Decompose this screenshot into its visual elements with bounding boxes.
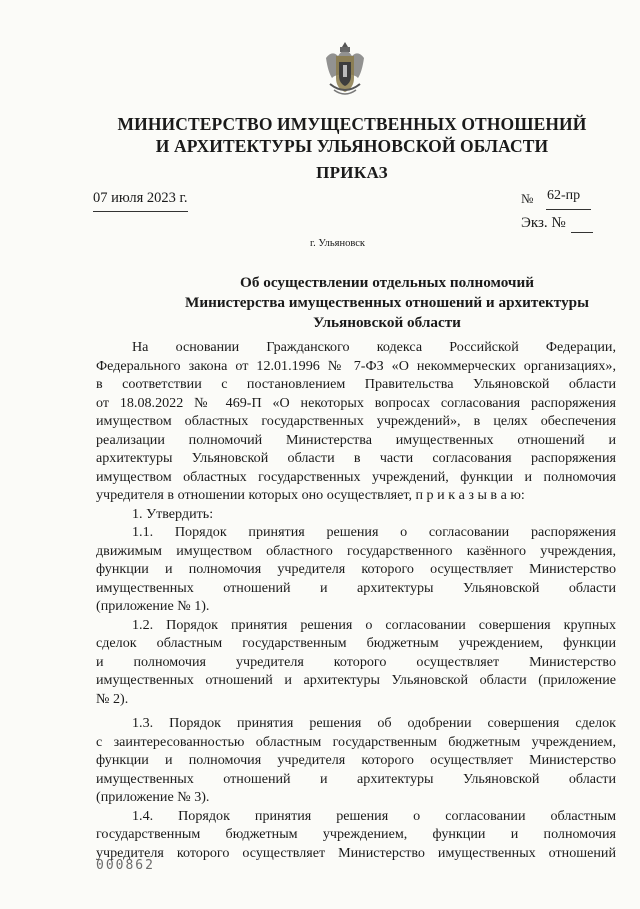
- subject-line-1: Об осуществлении отдельных полномочий: [240, 274, 534, 291]
- body-line: 1.2. Порядок принятия решения о согласовании совершения крупных: [132, 616, 616, 633]
- body-line: и полномочия учредителя которого осуществляет Министерство: [96, 653, 616, 670]
- number-label: №: [521, 191, 534, 206]
- document-type: ПРИКАЗ: [316, 163, 388, 182]
- organization-name: [0, 113, 640, 157]
- body-line: с заинтересованностью областным государственным бюджетным учреждением,: [96, 733, 616, 750]
- body-line: учредителя которого осуществляет Министерство имущественных отношений: [96, 844, 616, 861]
- body-line: учредителя в отношении которых оно осуществляет, п р и к а з ы в а ю:: [96, 487, 525, 503]
- body-line: имущественных отношений и архитектуры Ульяновской области: [96, 579, 616, 596]
- number-underline: [546, 209, 591, 210]
- body-line: имуществом областных государственных учреждений», в целях обеспечения: [96, 413, 616, 429]
- copy-number-underline: [571, 232, 593, 233]
- body-line: функции и полномочия учредителя которого осуществляет Министерство: [96, 752, 616, 768]
- coat-of-arms-icon: [322, 40, 368, 102]
- body-line: в соответствии с постановлением Правительства Ульяновской области: [96, 376, 616, 392]
- body-line: движимым имуществом областного государственного казённого учреждения,: [96, 542, 616, 559]
- body-line: функции и полномочия учредителя которого осуществляет Министерство: [96, 561, 616, 577]
- body-line: архитектуры Ульяновской области в части согласования распоряжения: [96, 450, 616, 466]
- org-name-line-2: И АРХИТЕКТУРЫ УЛЬЯНОВСКОЙ ОБЛАСТИ: [155, 136, 549, 156]
- document-date: 07 июля 2023 г.: [93, 190, 188, 206]
- subject-line-3: Ульяновской области: [313, 314, 461, 331]
- body-line: имущественных отношений и архитектуры Ульяновской области (приложение: [96, 672, 616, 688]
- sheet-number-stamp: 000862: [96, 858, 155, 873]
- body-line: имуществом областных государственных учреждений, функции и полномочия: [96, 468, 616, 485]
- body-line: реализации полномочий Министерства имущественных отношений и: [96, 431, 616, 448]
- body-line: 1.3. Порядок принятия решения об одобрении совершения сделок: [132, 715, 616, 731]
- body-line: государственным бюджетным учреждением, функции и полномочия: [96, 826, 616, 842]
- body-line: 1. Утвердить:: [132, 505, 214, 522]
- body-line: 1.4. Порядок принятия решения о согласовании областным: [132, 807, 616, 824]
- number-value: 62-пр: [547, 188, 581, 203]
- body-line: от 18.08.2022 № 469-П «О некоторых вопросах согласования распоряжения: [96, 394, 616, 411]
- document-body: [96, 338, 616, 862]
- subject-line-2: Министерства имущественных отношений и архитектуры: [185, 294, 589, 311]
- body-line: (приложение № 1).: [96, 598, 210, 614]
- body-line: имущественных отношений и архитектуры Ульяновской области: [96, 770, 616, 787]
- body-line: Федерального закона от 12.01.1996 № 7-ФЗ «О некоммерческих организациях»,: [96, 357, 616, 374]
- document-subject: [120, 273, 620, 333]
- body-line: 1.1. Порядок принятия решения о согласовании распоряжения: [132, 524, 616, 540]
- document-number: [521, 188, 581, 208]
- org-name-line-1: МИНИСТЕРСТВО ИМУЩЕСТВЕННЫХ ОТНОШЕНИЙ: [117, 114, 587, 134]
- body-line: сделок областным государственным бюджетным учреждением, функции: [96, 635, 616, 651]
- body-line: На основании Гражданского кодекса Российской Федерации,: [132, 339, 616, 355]
- body-line: № 2).: [96, 690, 129, 707]
- document-city: г. Ульяновск: [310, 238, 366, 249]
- copy-number-label: Экз. №: [521, 215, 566, 231]
- date-underline: [93, 211, 188, 212]
- body-line: (приложение № 3).: [96, 789, 210, 805]
